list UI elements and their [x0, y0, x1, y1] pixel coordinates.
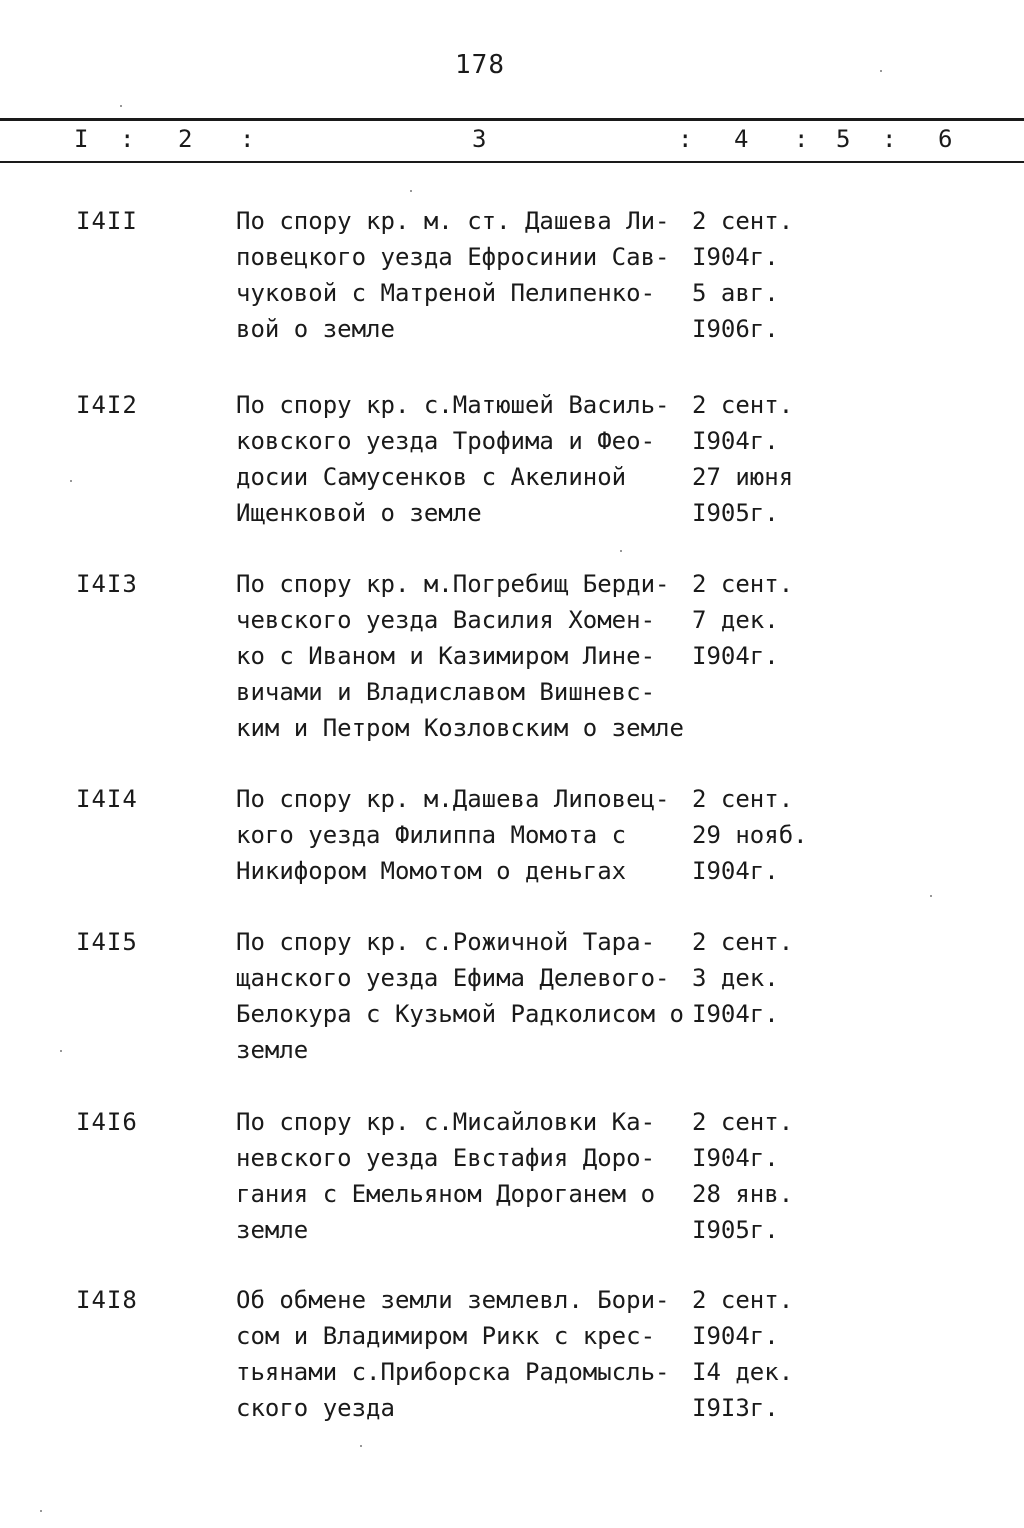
description-line: чевского уезда Василия Хомен-: [236, 606, 656, 634]
page-number: 178: [455, 50, 505, 80]
scan-speck: [880, 70, 882, 72]
record-dates: [692, 924, 832, 1032]
column-separator: :: [882, 125, 897, 153]
description-line: Белокура с Кузьмой Радколисом о: [236, 1000, 684, 1028]
column-separator: :: [678, 125, 693, 153]
column-separator: :: [120, 125, 135, 153]
date-line: 2 сент.: [692, 1108, 794, 1136]
description-line: По спору кр. с.Матюшей Василь-: [236, 391, 670, 419]
record-number: I4I4: [76, 785, 138, 813]
record-description: [236, 203, 706, 347]
scan-speck: [60, 1050, 62, 1052]
date-line: I905г.: [692, 1216, 779, 1244]
record-description: [236, 924, 706, 1068]
description-line: повецкого уезда Ефросинии Сав-: [236, 243, 670, 271]
record-dates: [692, 387, 832, 531]
date-line: I906г.: [692, 315, 779, 343]
header-rule-top: [0, 118, 1024, 121]
column-1-header: I: [74, 125, 89, 153]
date-line: 7 дек.: [692, 606, 779, 634]
description-line: Ищенковой о земле: [236, 499, 482, 527]
record-number: I4I2: [76, 391, 138, 419]
date-line: I4 дек.: [692, 1358, 794, 1386]
date-line: I904г.: [692, 642, 779, 670]
description-line: вичами и Владиславом Вишневс-: [236, 678, 656, 706]
record-description: [236, 1282, 706, 1426]
scan-speck: [360, 1445, 362, 1447]
description-line: ким и Петром Козловским о земле: [236, 714, 684, 742]
scan-speck: [120, 105, 122, 107]
date-line: 2 сент.: [692, 928, 794, 956]
description-line: гания с Емельяном Дороганем о: [236, 1180, 656, 1208]
description-line: чуковой с Матреной Пелипенко-: [236, 279, 656, 307]
description-line: кого уезда Филиппа Момота с: [236, 821, 627, 849]
record-description: [236, 1104, 706, 1248]
column-separator: :: [794, 125, 809, 153]
description-line: сом и Владимиром Рикк с крес-: [236, 1322, 656, 1350]
date-line: 2 сент.: [692, 785, 794, 813]
date-line: I904г.: [692, 1322, 779, 1350]
column-3-header: 3: [472, 125, 487, 153]
column-4-header: 4: [734, 125, 749, 153]
record-dates: [692, 203, 832, 347]
record-number: I4I6: [76, 1108, 138, 1136]
record-description: [236, 781, 706, 889]
scan-speck: [620, 550, 622, 552]
record-dates: [692, 1282, 832, 1426]
date-line: I904г.: [692, 243, 779, 271]
column-5-header: 5: [836, 125, 851, 153]
header-rule-bottom: [0, 161, 1024, 163]
date-line: 29 нояб.: [692, 821, 808, 849]
description-line: досии Самусенков с Акелиной: [236, 463, 627, 491]
description-line: Об обмене земли землевл. Бори-: [236, 1286, 670, 1314]
date-line: 2 сент.: [692, 570, 794, 598]
date-line: I904г.: [692, 857, 779, 885]
record-description: [236, 387, 706, 531]
description-line: По спору кр. м. ст. Дашева Ли-: [236, 207, 670, 235]
record-dates: [692, 1104, 832, 1248]
date-line: 28 янв.: [692, 1180, 794, 1208]
date-line: 2 сент.: [692, 391, 794, 419]
date-line: 2 сент.: [692, 207, 794, 235]
scan-speck: [410, 190, 412, 192]
column-6-header: 6: [938, 125, 953, 153]
date-line: I9I3г.: [692, 1394, 779, 1422]
description-line: земле: [236, 1216, 309, 1244]
date-line: 3 дек.: [692, 964, 779, 992]
description-line: По спору кр. м.Погребищ Берди-: [236, 570, 670, 598]
date-line: 27 июня: [692, 463, 794, 491]
record-number: I4I8: [76, 1286, 138, 1314]
date-line: I904г.: [692, 1000, 779, 1028]
date-line: I905г.: [692, 499, 779, 527]
record-number: I4I3: [76, 570, 138, 598]
scan-speck: [930, 895, 932, 897]
record-number: I4II: [76, 207, 138, 235]
column-separator: :: [240, 125, 255, 153]
description-line: По спору кр. м.Дашева Липовец-: [236, 785, 670, 813]
description-line: По спору кр. с.Мисайловки Ка-: [236, 1108, 656, 1136]
description-line: Никифором Момотом о деньгах: [236, 857, 627, 885]
record-description: [236, 566, 706, 746]
description-line: земле: [236, 1036, 309, 1064]
description-line: По спору кр. с.Рожичной Тара-: [236, 928, 656, 956]
date-line: I904г.: [692, 427, 779, 455]
scan-speck: [70, 480, 72, 482]
column-header-row: [0, 124, 1024, 154]
description-line: вой о земле: [236, 315, 395, 343]
description-line: ского уезда: [236, 1394, 395, 1422]
description-line: ко с Иваном и Казимиром Лине-: [236, 642, 656, 670]
scan-speck: [40, 1510, 42, 1512]
record-dates: [692, 781, 832, 889]
description-line: щанского уезда Ефима Делевого-: [236, 964, 670, 992]
description-line: невского уезда Евстафия Доро-: [236, 1144, 656, 1172]
column-2-header: 2: [178, 125, 193, 153]
record-dates: [692, 566, 832, 674]
date-line: 2 сент.: [692, 1286, 794, 1314]
description-line: тьянами с.Приборска Радомысль-: [236, 1358, 670, 1386]
date-line: 5 авг.: [692, 279, 779, 307]
record-number: I4I5: [76, 928, 138, 956]
date-line: I904г.: [692, 1144, 779, 1172]
description-line: ковского уезда Трофима и Фео-: [236, 427, 656, 455]
